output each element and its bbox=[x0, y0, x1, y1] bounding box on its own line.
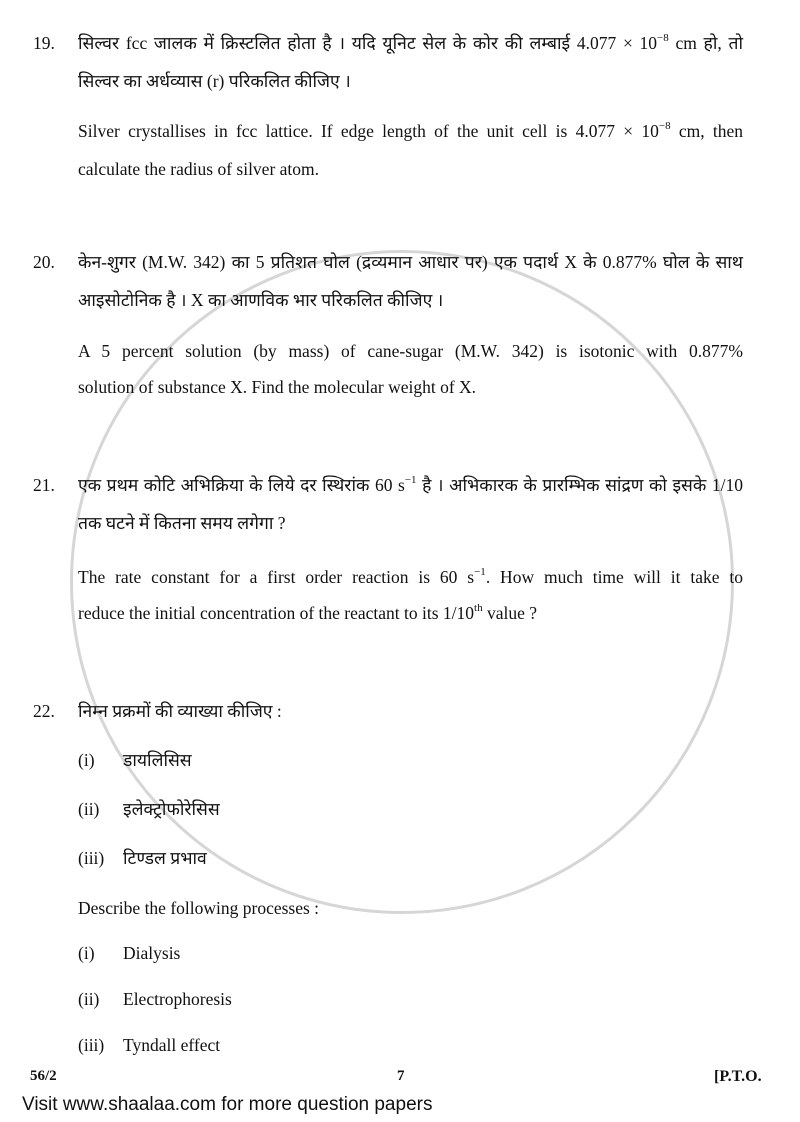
paper-code: 56/2 bbox=[30, 1068, 57, 1084]
text: cm, then bbox=[670, 121, 743, 141]
item-text: Electrophoresis bbox=[123, 989, 232, 1009]
question-number: 22. bbox=[33, 701, 55, 721]
question-number: 19. bbox=[33, 33, 55, 53]
text: reduce the initial concentration of the reactant to its 1/10 bbox=[78, 603, 475, 623]
text: value ? bbox=[482, 603, 538, 623]
question-english-line bbox=[78, 566, 743, 588]
superscript: −1 bbox=[404, 474, 417, 486]
page-number: 7 bbox=[397, 1068, 405, 1084]
question-hindi-line: केन-शुगर (M.W. 342) का 5 प्रतिशत घोल (द्रव्यमान आधार पर) एक पदार्थ X के 0.877% घोल के साथ bbox=[78, 252, 743, 272]
question-number: 21. bbox=[33, 475, 55, 495]
item-text: डायलिसिस bbox=[123, 750, 192, 770]
item-label: (i) bbox=[78, 943, 95, 963]
item-text: इलेक्ट्रोफोरेसिस bbox=[123, 799, 220, 819]
superscript: −8 bbox=[657, 32, 669, 44]
text: एक प्रथम कोटि अभिक्रिया के लिये दर स्थिरांक 60 s bbox=[78, 475, 405, 495]
item-label: (i) bbox=[78, 750, 95, 770]
question-english-line: A 5 percent solution (by mass) of cane-sugar (M.W. 342) is isotonic with 0.877% bbox=[78, 341, 743, 361]
text: . How much time will it take to bbox=[485, 567, 744, 587]
question-english-line: Describe the following processes : bbox=[78, 898, 320, 918]
visit-link[interactable]: Visit www.shaalaa.com for more question papers bbox=[22, 1094, 433, 1115]
item-label: (iii) bbox=[78, 848, 105, 868]
item-text: Tyndall effect bbox=[123, 1035, 221, 1055]
text: है । अभिकारक के प्रारम्भिक सांद्रण को इसके 1/10 bbox=[416, 475, 743, 495]
question-hindi-line: तक घटने में कितना समय लगेगा ? bbox=[78, 513, 286, 533]
text: cm हो, तो bbox=[668, 33, 743, 53]
question-hindi-line bbox=[78, 32, 743, 54]
question-english-line: solution of substance X. Find the molecular weight of X. bbox=[78, 377, 477, 397]
question-hindi-line: सिल्वर का अर्धव्यास (r) परिकलित कीजिए । bbox=[78, 71, 351, 91]
text: The rate constant for a first order reaction is 60 s bbox=[78, 567, 475, 587]
question-english-line: calculate the radius of silver atom. bbox=[78, 159, 320, 179]
question-english-line bbox=[78, 602, 537, 624]
text: Silver crystallises in fcc lattice. If edge length of the unit cell is 4.077 × 10 bbox=[78, 121, 659, 141]
item-text: Dialysis bbox=[123, 943, 181, 963]
superscript: −1 bbox=[474, 566, 486, 578]
question-hindi-line bbox=[78, 474, 743, 496]
item-label: (iii) bbox=[78, 1035, 105, 1055]
superscript: th bbox=[474, 602, 483, 614]
question-english-line bbox=[78, 120, 743, 142]
pto-label: [P.T.O. bbox=[714, 1068, 762, 1085]
text: सिल्वर fcc जालक में क्रिस्टलित होता है । यदि यूनिट सेल के कोर की लम्बाई 4.077 × 10 bbox=[78, 33, 658, 53]
question-number: 20. bbox=[33, 252, 55, 272]
item-label: (ii) bbox=[78, 799, 100, 819]
item-text: टिण्डल प्रभाव bbox=[123, 848, 207, 868]
question-hindi-line: आइसोटोनिक है । X का आणविक भार परिकलित कीजिए । bbox=[78, 290, 444, 310]
question-hindi-line: निम्न प्रक्रमों की व्याख्या कीजिए : bbox=[78, 701, 282, 721]
superscript: −8 bbox=[658, 120, 671, 132]
item-label: (ii) bbox=[78, 989, 100, 1009]
